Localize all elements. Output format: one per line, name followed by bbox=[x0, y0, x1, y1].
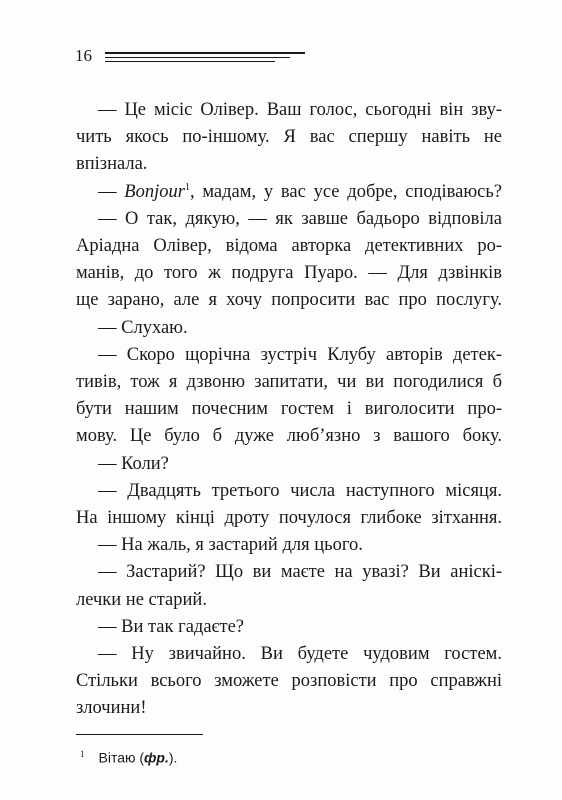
text-line: — Скоро щорічна зустріч Клубу авторів детек- bbox=[98, 344, 502, 365]
text-line: тивів, тож я дзвоню запитати, чи ви погодилися б bbox=[76, 372, 502, 393]
text-line: Стільки всього зможете розповісти про справжні bbox=[76, 671, 502, 692]
text-line: — На жаль, я застарий для цього. bbox=[98, 535, 363, 556]
footnote-ref: 1 bbox=[184, 181, 190, 193]
text-line: ще зарано, але я хочу попросити вас про послугу. bbox=[76, 290, 502, 311]
footnote-text-end: ). bbox=[168, 749, 178, 766]
text-line: — Це місіс Олівер. Ваш голос, сьогодні він зву- bbox=[98, 100, 502, 120]
foreign-word: Bonjour bbox=[124, 181, 185, 202]
text-line: На іншому кінці дроту почулося глибоке зітхання. bbox=[76, 508, 502, 529]
text-line: лечки не старий. bbox=[76, 589, 207, 610]
text-line: — Слухаю. bbox=[98, 317, 188, 338]
footnote bbox=[80, 744, 177, 770]
text-line: — Ви так гадаєте? bbox=[98, 616, 244, 637]
text-line: — Двадцять третього числа наступного місяця. bbox=[98, 480, 502, 501]
text-line: впізнала. bbox=[76, 154, 148, 175]
text-line: бути нашим почесним гостем і виголосити про- bbox=[76, 399, 502, 420]
footnote-abbr: фр. bbox=[144, 749, 169, 766]
text-line: — Коли? bbox=[98, 453, 169, 474]
footnote-mark: 1 bbox=[80, 749, 85, 759]
text-line-bonjour bbox=[76, 179, 502, 206]
header-rule bbox=[105, 61, 275, 62]
page-number: 16 bbox=[75, 46, 92, 65]
dash: — bbox=[98, 181, 125, 202]
header-rule bbox=[105, 57, 290, 58]
header-rule bbox=[105, 52, 305, 54]
text-line: манів, до того ж подруга Пуаро. — Для дзвінків bbox=[76, 263, 502, 284]
text-line: — О так, дякую, — як завше бадьоро відповіла bbox=[98, 208, 502, 229]
text-rest: , мадам, у вас усе добре, сподіваюсь? bbox=[189, 181, 502, 202]
footnote-rule bbox=[76, 734, 203, 735]
text-line: Аріадна Олівер, відома авторка детективних ро- bbox=[76, 236, 502, 257]
text-line: — Ну звичайно. Ви будете чудовим гостем. bbox=[98, 644, 502, 665]
body-text bbox=[76, 97, 502, 723]
running-header bbox=[75, 44, 315, 68]
footnote-text-start: Вітаю ( bbox=[98, 749, 145, 766]
footnote-text bbox=[99, 750, 178, 766]
text-line: мову. Це було б дуже люб’язно з вашого боку. bbox=[76, 426, 502, 447]
text-line: — Застарий? Що ви маєте на увазі? Ви аніскі- bbox=[98, 562, 502, 583]
text-line: злочини! bbox=[76, 698, 147, 719]
text-line: чить якось по-іншому. Я вас спершу навіть не bbox=[76, 127, 502, 148]
